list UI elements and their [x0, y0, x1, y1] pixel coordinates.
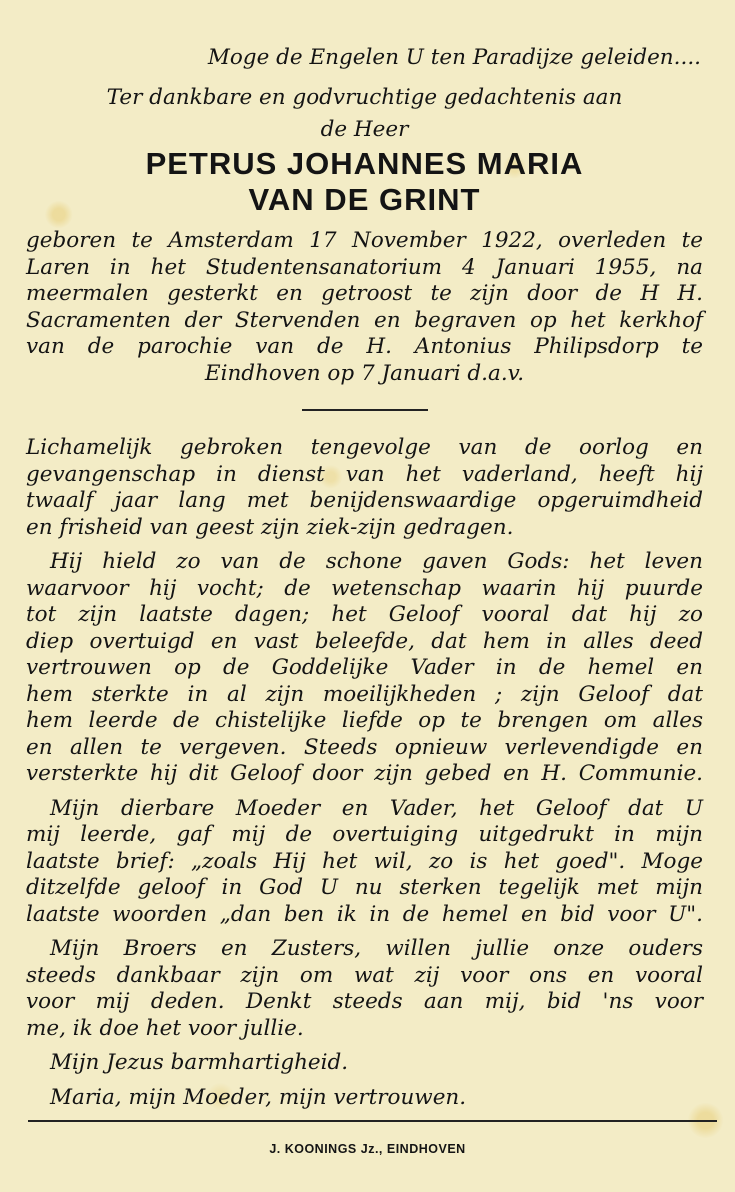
text-line: laatste woorden „dan ben ik in de hemel en bid voor U".	[26, 901, 703, 927]
biography-line: van de parochie van de H. Antonius Philipsdorp te	[26, 334, 703, 359]
text-line: en frisheid van geest zijn ziek-zijn gedragen.	[26, 514, 514, 540]
text-line: ditzelfde geloof in God U nu sterken tegelijk met mijn	[26, 875, 703, 900]
prayer-maria	[26, 1085, 703, 1112]
paragraph-siblings	[26, 936, 703, 1042]
text-line: Lichamelijk gebroken tengevolge van de oorlog en	[26, 435, 703, 460]
prayer-jesus	[26, 1050, 703, 1077]
text-line: me, ik doe het voor jullie.	[26, 1015, 304, 1041]
text-line: tot zijn laatste dagen; het Geloof vooral dat hij zo	[26, 602, 703, 627]
dedication-title: de Heer	[320, 117, 409, 142]
text-line: Hij hield zo van de schone gaven Gods: het leven	[50, 549, 703, 574]
text-line: laatste brief: „zoals Hij het wil, zo is het goed". Moge	[26, 848, 703, 874]
text-line: en allen te vergeven. Steeds opnieuw verlevendigde en	[26, 734, 703, 760]
text-line: diep overtuigd en vast beleefde, dat hem in alles deed	[26, 628, 703, 654]
footer-rule	[28, 1120, 717, 1122]
text-line: mij leerde, gaf mij de overtuiging uitgedrukt in mijn	[26, 822, 703, 847]
biography	[26, 228, 703, 387]
deceased-name-first: PETRUS JOHANNES MARIA	[145, 146, 584, 181]
text-line: Mijn Jezus barmhartigheid.	[50, 1050, 349, 1075]
text-line: Mijn dierbare Moeder en Vader, het Geloof dat U	[50, 795, 703, 821]
text-line: Maria, mijn Moeder, mijn vertrouwen.	[50, 1084, 467, 1110]
text-line: Mijn Broers en Zusters, willen jullie onze ouders	[50, 936, 703, 961]
biography-line: Eindhoven op 7 Januari d.a.v.	[204, 360, 525, 386]
dedication-line: Ter dankbare en godvruchtige gedachtenis aan	[106, 85, 623, 110]
biography-line: Sacramenten der Stervenden en begraven op het kerkhof	[26, 307, 703, 333]
motto: Moge de Engelen U ten Paradijze geleiden....	[207, 45, 701, 70]
biography-line: geboren te Amsterdam 17 November 1922, overleden te	[26, 228, 703, 253]
text-line: waarvoor hij vocht; de wetenschap waarin hij puurde	[26, 575, 703, 601]
text-line: twaalf jaar lang met benijdenswaardige opgeruimdheid	[26, 488, 703, 513]
biography-line: meermalen gesterkt en getroost te zijn door de H H.	[26, 281, 703, 306]
printer-imprint: J. KOONINGS Jz., EINDHOVEN	[269, 1142, 466, 1156]
text-line: gevangenschap in dienst van het vaderland, heeft hij	[26, 461, 703, 487]
divider	[302, 409, 428, 411]
text-line: voor mij deden. Denkt steeds aan mij, bid 'ns voor	[26, 989, 703, 1014]
text-line: hem leerde de chistelijke liefde op te brengen om alles	[26, 708, 703, 733]
paragraph-parents	[26, 796, 703, 929]
text-line: versterkte hij dit Geloof door zijn gebed en H. Communie.	[26, 761, 703, 786]
text-line: hem sterkte in al zijn moeilijkheden ; zijn Geloof dat	[26, 681, 703, 707]
text-line: vertrouwen op de Goddelijke Vader in de hemel en	[26, 655, 703, 680]
text-line: steeds dankbaar zijn om wat zij voor ons en vooral	[26, 962, 703, 988]
biography-line: Laren in het Studentensanatorium 4 Januari 1955, na	[26, 254, 703, 280]
paragraph-faith	[26, 549, 703, 788]
paragraph-illness	[26, 435, 703, 541]
deceased-name-last: VAN DE GRINT	[248, 182, 481, 217]
